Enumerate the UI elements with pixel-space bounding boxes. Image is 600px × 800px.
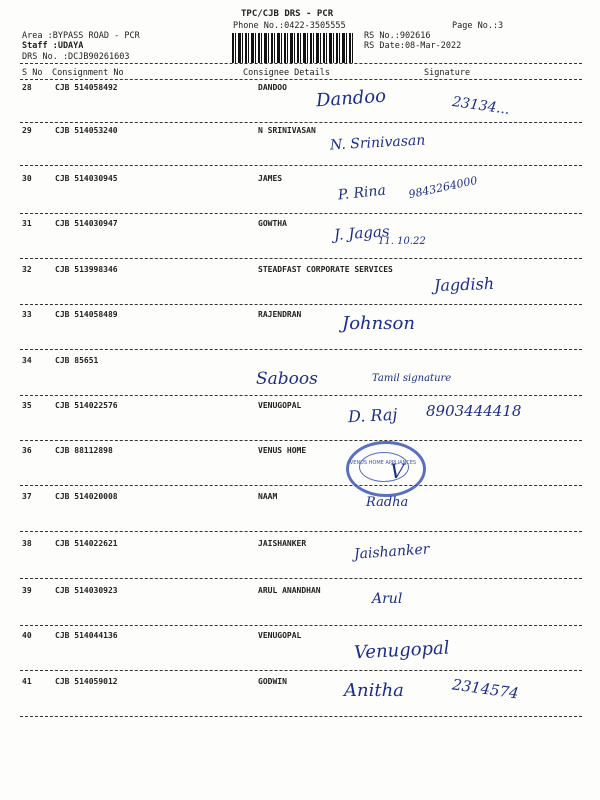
row-consignee: JAISHANKER	[258, 539, 307, 548]
row-consignment: CJB 514022621	[55, 539, 118, 548]
row-sno: 36	[22, 446, 32, 455]
row-consignee: VENUS HOME	[258, 446, 307, 455]
staff-label: Staff :UDAYA	[22, 41, 84, 51]
row-consignee: VENUGOPAL	[258, 631, 302, 640]
phone-number: Phone No.:0422-3505555	[233, 21, 346, 31]
row-sno: 29	[22, 126, 32, 135]
row-consignment: CJB 514058492	[55, 83, 118, 92]
column-consignment: Consignment No	[52, 68, 124, 78]
row-signature-note: 2314574	[451, 675, 520, 703]
document-title: TPC/CJB DRS - PCR	[241, 9, 334, 19]
row-consignee: RAJENDRAN	[258, 310, 302, 319]
drs-number: DRS No. :DCJB90261603	[22, 52, 130, 62]
row-consignee: GODWIN	[258, 677, 287, 686]
stamp-text: VENUS HOME APPLIANCES	[349, 460, 417, 466]
row-divider	[20, 349, 582, 350]
row-signature: N. Srinivasan	[329, 132, 426, 154]
row-divider	[20, 258, 582, 259]
row-consignment: CJB 514020008	[55, 492, 118, 501]
company-stamp	[346, 441, 426, 497]
row-consignment: CJB 514030947	[55, 219, 118, 228]
row-sno: 38	[22, 539, 32, 548]
row-signature-note: 8903444418	[426, 402, 522, 420]
rs-date: RS Date:08-Mar-2022	[364, 41, 462, 51]
row-consignment: CJB 514044136	[55, 631, 118, 640]
barcode	[232, 33, 354, 63]
column-consignee: Consignee Details	[243, 68, 330, 78]
row-signature: V	[390, 459, 405, 483]
row-divider	[20, 213, 582, 214]
row-signature-note: 23134...	[451, 94, 511, 118]
row-signature-note: 11. 10.22	[378, 236, 426, 247]
row-sno: 40	[22, 631, 32, 640]
row-signature: P. Rina	[337, 182, 387, 204]
row-consignee: VENUGOPAL	[258, 401, 302, 410]
row-sno: 32	[22, 265, 32, 274]
row-signature: Anitha	[344, 680, 404, 701]
row-consignee: JAMES	[258, 174, 283, 183]
row-divider	[20, 304, 582, 305]
row-signature: Venugopal	[353, 637, 451, 664]
row-sno: 33	[22, 310, 32, 319]
row-consignment: CJB 88112898	[55, 446, 113, 455]
row-signature: Saboos	[256, 369, 318, 389]
row-divider	[20, 395, 582, 396]
row-consignment: CJB 514030923	[55, 586, 118, 595]
page-number: Page No.:3	[452, 21, 504, 31]
row-consignment: CJB 513998346	[55, 265, 118, 274]
row-consignment: CJB 514030945	[55, 174, 118, 183]
row-sno: 37	[22, 492, 32, 501]
row-sno: 34	[22, 356, 32, 365]
row-signature: Jagdish	[433, 273, 495, 296]
row-consignee: STEADFAST CORPORATE SERVICES	[258, 265, 393, 274]
row-divider	[20, 670, 582, 671]
row-divider	[20, 165, 582, 166]
row-signature: J. Jagas	[333, 222, 391, 244]
row-divider	[20, 578, 582, 579]
row-signature: D. Raj	[347, 404, 398, 427]
row-consignee: NAAM	[258, 492, 278, 501]
row-sno: 41	[22, 677, 32, 686]
row-consignment: CJB 514058489	[55, 310, 118, 319]
row-consignee: DANDOO	[258, 83, 287, 92]
row-consignment: CJB 85651	[55, 356, 99, 365]
row-consignment: CJB 514059012	[55, 677, 118, 686]
row-consignee: ARUL ANANDHAN	[258, 586, 321, 595]
row-divider	[20, 485, 582, 486]
row-signature-note: Tamil signature	[372, 373, 452, 384]
row-signature: Radha	[366, 495, 409, 510]
area-label: Area :BYPASS ROAD - PCR	[22, 31, 140, 41]
row-signature: Dandoo	[315, 85, 387, 112]
row-consignee: GOWTHA	[258, 219, 287, 228]
row-sno: 35	[22, 401, 32, 410]
row-consignment: CJB 514053240	[55, 126, 118, 135]
row-sno: 31	[22, 219, 32, 228]
row-sno: 28	[22, 83, 32, 92]
row-consignee: N SRINIVASAN	[258, 126, 316, 135]
row-divider	[20, 531, 582, 532]
row-signature: Arul	[372, 591, 403, 607]
row-signature-note: 9843264000	[407, 173, 479, 202]
rs-number: RS No.:902616	[364, 31, 431, 41]
table-row	[0, 674, 600, 734]
row-consignment: CJB 514022576	[55, 401, 118, 410]
column-sno: S No	[22, 68, 43, 78]
row-sno: 30	[22, 174, 32, 183]
row-divider	[20, 440, 582, 441]
row-divider	[20, 716, 582, 717]
row-signature: Johnson	[342, 313, 415, 334]
row-signature: Jaishanker	[353, 541, 430, 563]
row-sno: 39	[22, 586, 32, 595]
column-signature: Signature	[424, 68, 471, 78]
row-divider	[20, 625, 582, 626]
header-divider-top	[20, 63, 582, 64]
